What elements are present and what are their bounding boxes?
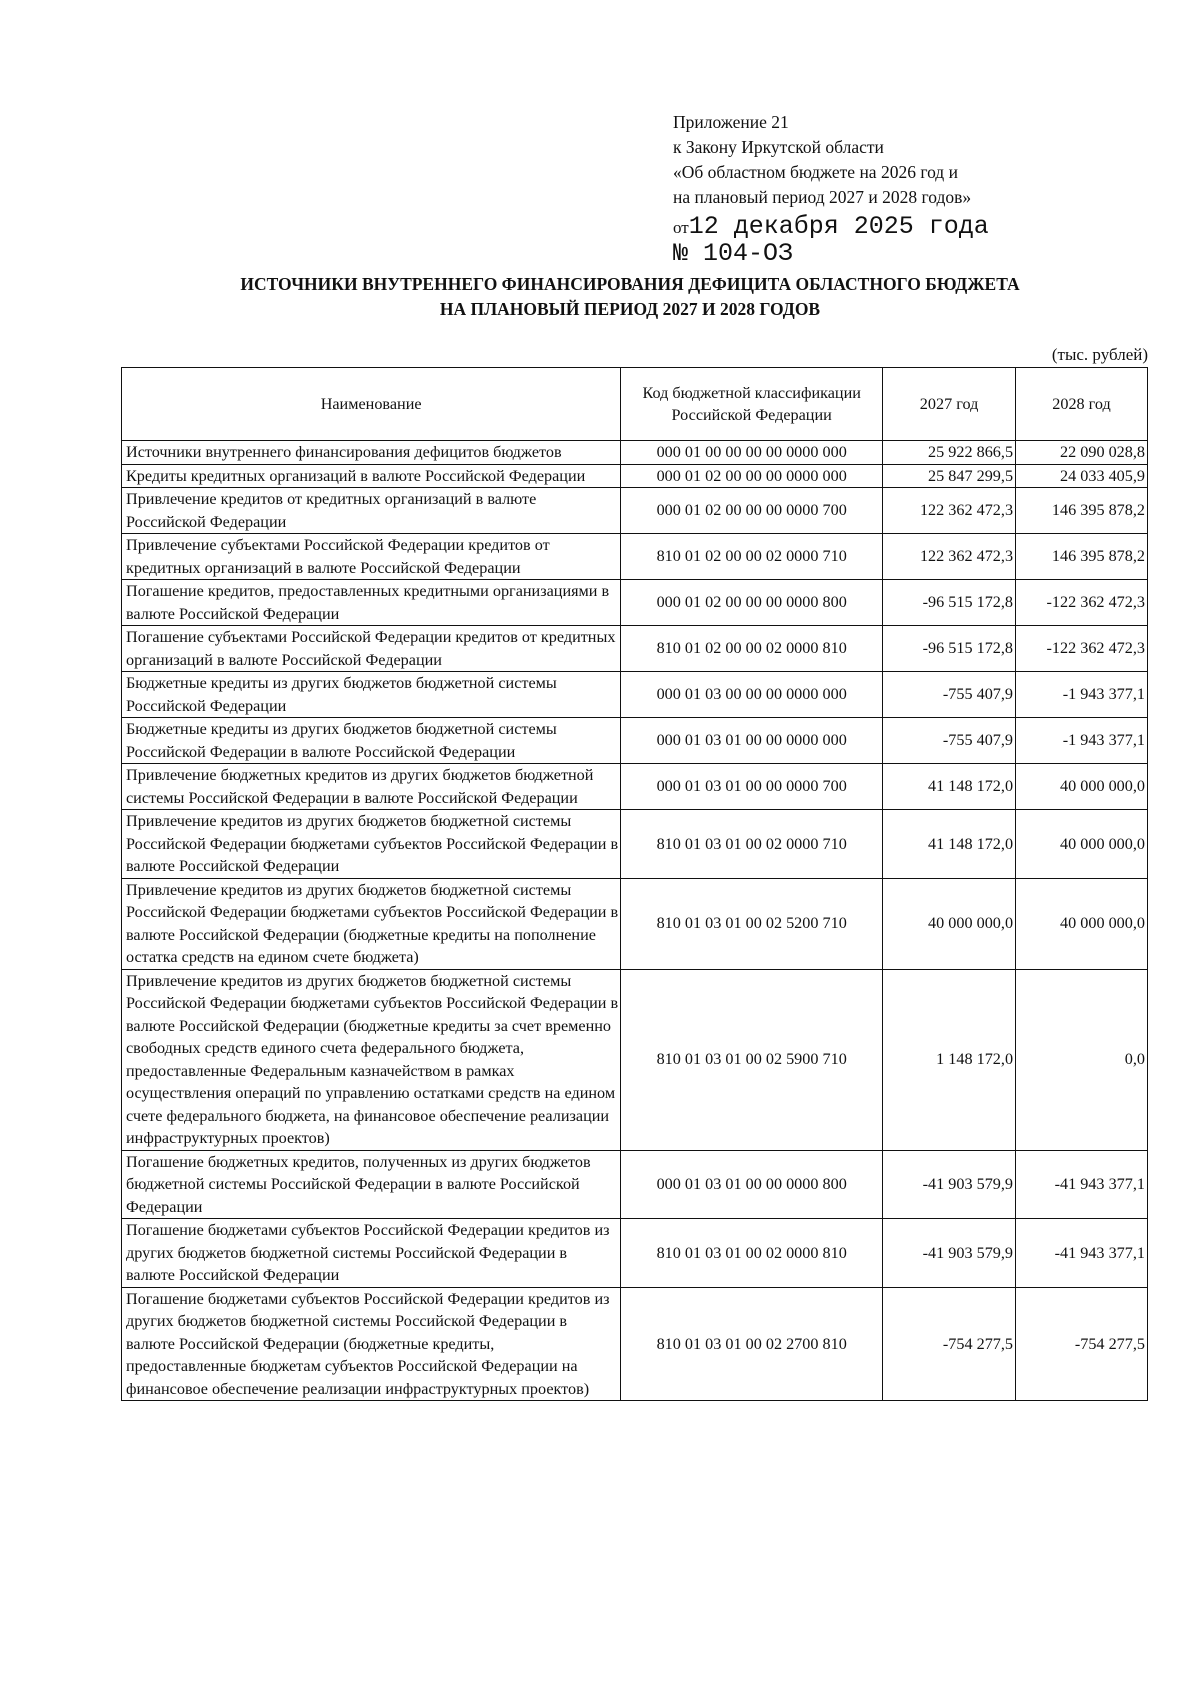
row-name: Кредиты кредитных организаций в валюте Российской Федерации	[122, 464, 621, 488]
value-2027: 122 362 472,3	[883, 534, 1016, 580]
table-row	[122, 441, 1148, 465]
value-2028: -754 277,5	[1016, 1287, 1148, 1401]
title-line: ИСТОЧНИКИ ВНУТРЕННЕГО ФИНАНСИРОВАНИЯ ДЕФИЦИТА ОБЛАСТНОГО БЮДЖЕТА	[240, 274, 1020, 294]
law-date-stamp	[673, 214, 989, 267]
budget-code: 000 01 03 01 00 00 0000 800	[621, 1150, 883, 1219]
value-2028: 146 395 878,2	[1016, 488, 1148, 534]
budget-code: 000 01 00 00 00 00 0000 000	[621, 441, 883, 465]
budget-code: 810 01 02 00 00 02 0000 710	[621, 534, 883, 580]
table-row	[122, 1287, 1148, 1401]
table-row	[122, 672, 1148, 718]
value-2028: 40 000 000,0	[1016, 878, 1148, 969]
value-2027: -41 903 579,9	[883, 1219, 1016, 1288]
appendix-line: на плановый период 2027 и 2028 годов»	[673, 187, 972, 207]
budget-code: 810 01 03 01 00 02 5900 710	[621, 969, 883, 1150]
document-title	[150, 272, 1110, 322]
value-2027: 40 000 000,0	[883, 878, 1016, 969]
value-2028: -122 362 472,3	[1016, 580, 1148, 626]
value-2028: -41 943 377,1	[1016, 1150, 1148, 1219]
value-2028: 40 000 000,0	[1016, 810, 1148, 879]
budget-code: 000 01 03 01 00 00 0000 700	[621, 764, 883, 810]
table-header-row	[122, 368, 1148, 441]
row-name: Бюджетные кредиты из других бюджетов бюджетной системы Российской Федерации в валюте Российской Федерации	[122, 718, 621, 764]
table-row	[122, 464, 1148, 488]
value-2028: 24 033 405,9	[1016, 464, 1148, 488]
budget-code: 000 01 03 01 00 00 0000 000	[621, 718, 883, 764]
appendix-header	[673, 110, 971, 210]
table-row	[122, 878, 1148, 969]
value-2027: 41 148 172,0	[883, 764, 1016, 810]
budget-code: 810 01 03 01 00 02 2700 810	[621, 1287, 883, 1401]
column-header-code: Код бюджетной классификации Российской Федерации	[621, 368, 883, 441]
table-row	[122, 488, 1148, 534]
appendix-line: к Закону Иркутской области	[673, 137, 884, 157]
budget-code: 810 01 03 01 00 02 0000 710	[621, 810, 883, 879]
table-row	[122, 718, 1148, 764]
title-line: НА ПЛАНОВЫЙ ПЕРИОД 2027 И 2028 ГОДОВ	[439, 299, 821, 319]
row-name: Бюджетные кредиты из других бюджетов бюджетной системы Российской Федерации	[122, 672, 621, 718]
value-2028: 40 000 000,0	[1016, 764, 1148, 810]
table-row	[122, 1150, 1148, 1219]
value-2027: 25 847 299,5	[883, 464, 1016, 488]
value-2027: 41 148 172,0	[883, 810, 1016, 879]
table-row	[122, 810, 1148, 879]
row-name: Привлечение кредитов от кредитных организаций в валюте Российской Федерации	[122, 488, 621, 534]
table-row	[122, 1219, 1148, 1288]
table-row	[122, 764, 1148, 810]
row-name: Погашение бюджетных кредитов, полученных из других бюджетов бюджетной системы Российской Федерации в валюте Российской Федерации	[122, 1150, 621, 1219]
budget-code: 810 01 03 01 00 02 5200 710	[621, 878, 883, 969]
column-header-2027: 2027 год	[883, 368, 1016, 441]
budget-code: 000 01 02 00 00 00 0000 000	[621, 464, 883, 488]
value-2027: -754 277,5	[883, 1287, 1016, 1401]
stamp-prefix: от	[673, 218, 689, 237]
financing-sources-table	[121, 367, 1148, 1401]
row-name: Погашение субъектами Российской Федерации кредитов от кредитных организаций в валюте Российской Федерации	[122, 626, 621, 672]
budget-code: 000 01 03 00 00 00 0000 000	[621, 672, 883, 718]
units-label: (тыс. рублей)	[1051, 345, 1148, 364]
value-2027: -755 407,9	[883, 718, 1016, 764]
value-2028: -1 943 377,1	[1016, 718, 1148, 764]
column-header-name: Наименование	[122, 368, 621, 441]
row-name: Источники внутреннего финансирования дефицитов бюджетов	[122, 441, 621, 465]
row-name: Привлечение бюджетных кредитов из других бюджетов бюджетной системы Российской Федерации в валюте Российской Федерации	[122, 764, 621, 810]
table-row	[122, 626, 1148, 672]
value-2028: 22 090 028,8	[1016, 441, 1148, 465]
value-2027: 122 362 472,3	[883, 488, 1016, 534]
row-name: Привлечение субъектами Российской Федерации кредитов от кредитных организаций в валюте Российской Федерации	[122, 534, 621, 580]
value-2028: -122 362 472,3	[1016, 626, 1148, 672]
value-2027: 1 148 172,0	[883, 969, 1016, 1150]
row-name: Привлечение кредитов из других бюджетов бюджетной системы Российской Федерации бюджетами субъектов Российской Федерации в валюте Российской Федерации	[122, 810, 621, 879]
table-row	[122, 580, 1148, 626]
value-2027: 25 922 866,5	[883, 441, 1016, 465]
table-row	[122, 969, 1148, 1150]
value-2028: -1 943 377,1	[1016, 672, 1148, 718]
stamp-number: № 104-ОЗ	[673, 239, 794, 268]
table-row	[122, 534, 1148, 580]
appendix-line: Приложение 21	[673, 112, 789, 132]
budget-code: 810 01 02 00 00 02 0000 810	[621, 626, 883, 672]
row-name: Привлечение кредитов из других бюджетов бюджетной системы Российской Федерации бюджетами субъектов Российской Федерации в валюте Российской Федерации (бюджетные кредиты на пополнение остатка средств на едином счете бюджета)	[122, 878, 621, 969]
appendix-line: «Об областном бюджете на 2026 год и	[673, 162, 958, 182]
column-header-2028: 2028 год	[1016, 368, 1148, 441]
row-name: Погашение бюджетами субъектов Российской Федерации кредитов из других бюджетов бюджетной системы Российской Федерации в валюте Российской Федерации (бюджетные кредиты, предоставленные бюджетам субъектов Российской Федерации на финансовое обеспечение реализации инфраструктурных проектов)	[122, 1287, 621, 1401]
value-2027: -41 903 579,9	[883, 1150, 1016, 1219]
row-name: Привлечение кредитов из других бюджетов бюджетной системы Российской Федерации бюджетами субъектов Российской Федерации в валюте Российской Федерации (бюджетные кредиты за счет временно свободных средств единого счета федерального бюджета, предоставленные Федеральным казначейством в рамках осуществления операций по управлению остатками средств на едином счете федерального бюджета, на финансовое обеспечение реализации инфраструктурных проектов)	[122, 969, 621, 1150]
value-2027: -96 515 172,8	[883, 580, 1016, 626]
row-name: Погашение бюджетами субъектов Российской Федерации кредитов из других бюджетов бюджетной системы Российской Федерации в валюте Российской Федерации	[122, 1219, 621, 1288]
value-2028: 0,0	[1016, 969, 1148, 1150]
stamp-date: 12 декабря 2025 года	[688, 212, 989, 241]
budget-code: 000 01 02 00 00 00 0000 800	[621, 580, 883, 626]
value-2027: -96 515 172,8	[883, 626, 1016, 672]
value-2028: 146 395 878,2	[1016, 534, 1148, 580]
value-2027: -755 407,9	[883, 672, 1016, 718]
budget-code: 000 01 02 00 00 00 0000 700	[621, 488, 883, 534]
budget-code: 810 01 03 01 00 02 0000 810	[621, 1219, 883, 1288]
value-2028: -41 943 377,1	[1016, 1219, 1148, 1288]
row-name: Погашение кредитов, предоставленных кредитными организациями в валюте Российской Федерации	[122, 580, 621, 626]
